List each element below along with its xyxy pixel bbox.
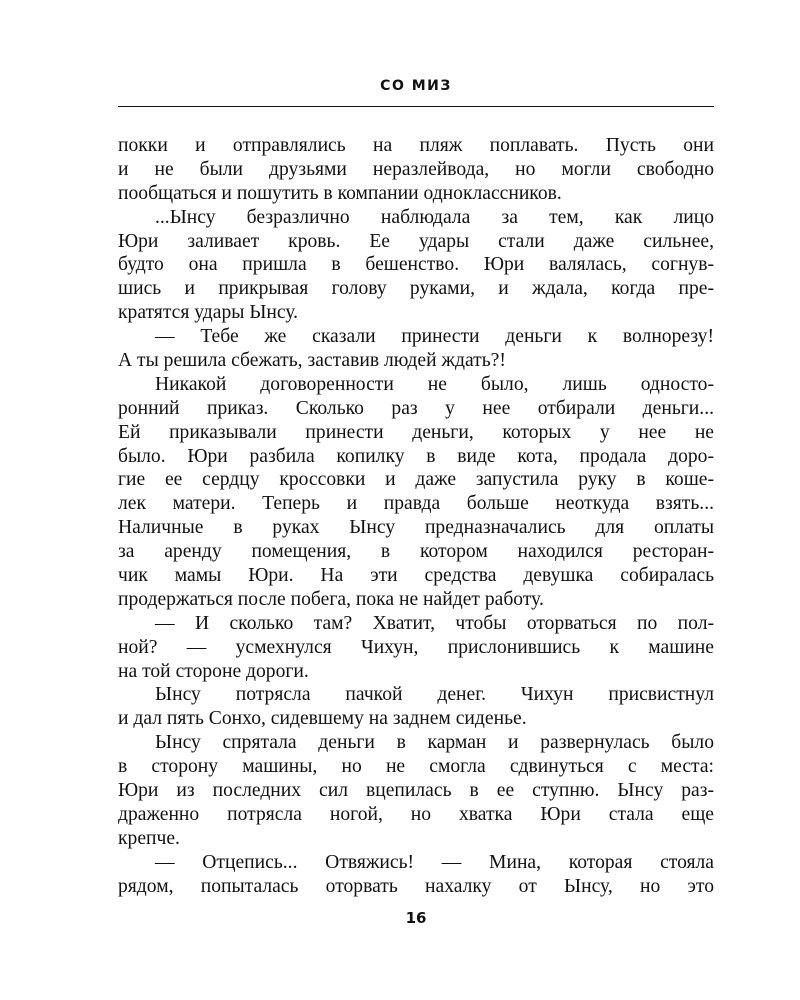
body-text bbox=[118, 134, 714, 899]
text-line: Ынсу спрятала деньги в карман и развернулась было bbox=[155, 732, 714, 754]
text-line: ...Ынсу безразлично наблюдала за тем, как лицо bbox=[155, 206, 714, 228]
text-line: крепче. bbox=[118, 827, 180, 849]
text-line: и дал пять Сонхо, сидевшему на заднем сиденье. bbox=[118, 708, 527, 730]
text-line: — Отцепись... Отвяжись! — Мина, которая стояла bbox=[155, 851, 714, 873]
running-head: СО МИЗ bbox=[380, 78, 452, 94]
text-line: покки и отправлялись на пляж поплавать. Пусть они bbox=[118, 135, 714, 156]
text-line: — Тебе же сказали принести деньги к волнорезу! bbox=[155, 326, 714, 348]
text-line: Наличные в руках Ынсу предназначались для оплаты bbox=[118, 517, 714, 539]
header-rule bbox=[118, 106, 714, 107]
text-line: на той стороне дороги. bbox=[118, 660, 309, 682]
text-line: Никакой договоренности не было, лишь односто- bbox=[155, 373, 714, 395]
text-line: Ей приказывали принести деньги, которых у нее не bbox=[118, 421, 714, 443]
text-line: рядом, попыталась оторвать нахалку от Ынсу, но это bbox=[118, 875, 714, 897]
text-line: в сторону машины, но не смогла сдвинуться с места: bbox=[118, 756, 714, 778]
text-line: А ты решила сбежать, заставив людей ждать?! bbox=[118, 350, 506, 372]
page-number: 16 bbox=[405, 909, 427, 927]
text-line: — И сколько там? Хватит, чтобы оторваться по пол- bbox=[155, 612, 714, 634]
text-line: ронний приказ. Сколько раз у нее отбирали деньги... bbox=[118, 397, 714, 419]
text-line: ной? — усмехнулся Чихун, прислонившись к машине bbox=[118, 636, 714, 658]
text-line: за аренду помещения, в котором находился ресторан- bbox=[118, 541, 714, 563]
text-line: Ынсу потрясла пачкой денег. Чихун присвистнул bbox=[155, 684, 714, 706]
text-line: и не были друзьями неразлейвода, но могли свободно bbox=[118, 158, 714, 180]
text-line: Юри из последних сил вцепилась в ее ступню. Ынсу раз- bbox=[118, 780, 714, 802]
text-line: чик мамы Юри. На эти средства девушка собиралась bbox=[118, 565, 714, 587]
text-line: драженно потрясла ногой, но хватка Юри стала еще bbox=[118, 803, 714, 825]
text-line: лек матери. Теперь и правда больше неоткуда взять... bbox=[118, 493, 714, 515]
text-line: продержаться после побега, пока не найдет работу. bbox=[118, 588, 544, 610]
text-line: кратятся удары Ынсу. bbox=[118, 302, 299, 324]
text-line: Юри заливает кровь. Ее удары стали даже сильнее, bbox=[118, 230, 714, 252]
text-line: гие ее сердцу кроссовки и даже запустила руку в коше- bbox=[118, 469, 714, 491]
text-line: будто она пришла в бешенство. Юри валялась, согнув- bbox=[118, 254, 714, 276]
text-line: пообщаться и пошутить в компании одноклассников. bbox=[118, 182, 562, 204]
text-line: было. Юри разбила копилку в виде кота, продала доро- bbox=[118, 445, 714, 467]
text-line: шись и прикрывая голову руками, и ждала, когда пре- bbox=[118, 278, 714, 300]
